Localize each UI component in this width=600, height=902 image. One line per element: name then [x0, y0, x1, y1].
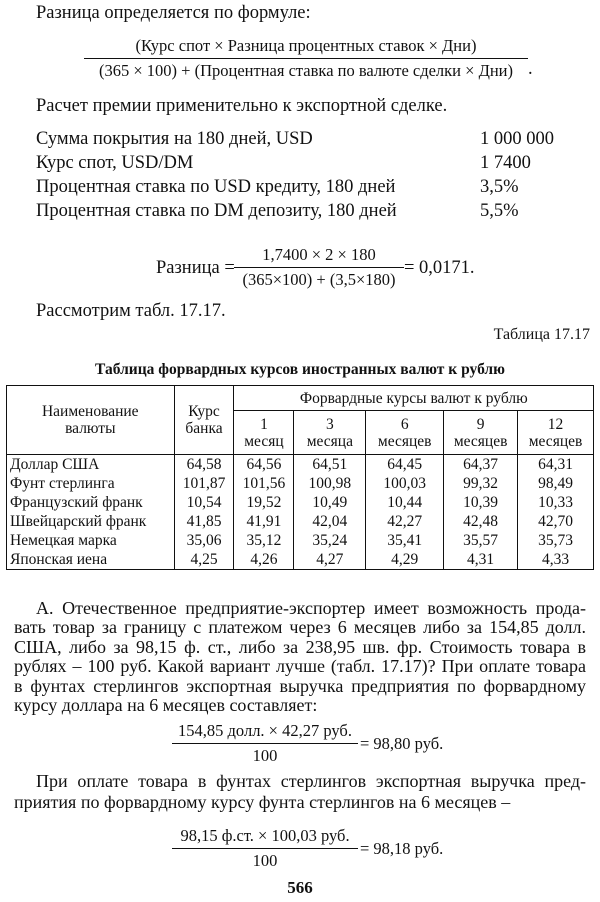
paragraph-line: рублях – 100 руб. Какой вариант лучше (табл. 17.17)? При оплате товара: [14, 656, 586, 677]
currency-name: Французский франк: [7, 493, 175, 512]
currency-name: Швейцарский франк: [7, 512, 175, 531]
calc-result: = 0,0171.: [404, 258, 475, 278]
fraction-bar: [234, 267, 404, 268]
general-formula-numerator: (Курс спот × Разница процентных ставок × Дни): [135, 36, 477, 55]
rate-cell: 41,91: [234, 512, 294, 531]
currency-name: Немецкая марка: [7, 531, 175, 550]
header-bank-rate: Курс банка: [174, 386, 234, 455]
general-formula: [84, 36, 528, 80]
table-row: [7, 455, 594, 475]
rate-cell: 10,49: [294, 493, 366, 512]
rate-cell: 64,31: [518, 455, 594, 475]
rate-cell: 10,44: [366, 493, 444, 512]
rate-cell: 4,31: [444, 550, 518, 570]
param-row: [36, 128, 576, 152]
calc-denominator: (365×100) + (3,5×180): [242, 270, 396, 289]
table-row: [7, 512, 594, 531]
rate-cell: 4,26: [234, 550, 294, 570]
rate-cell: 4,25: [174, 550, 234, 570]
paragraph-b: [14, 771, 586, 813]
table-title: Таблица форвардных курсов иностранных валют к рублю: [95, 361, 505, 378]
header-period-6: 6 месяцев: [366, 411, 444, 455]
header-period-9: 9 месяцев: [444, 411, 518, 455]
gbp-result: = 98,18 руб.: [360, 839, 444, 858]
param-value: 5,5%: [480, 201, 519, 221]
rate-cell: 101,56: [234, 474, 294, 493]
gbp-denominator: 100: [252, 851, 278, 870]
forward-rates-table: [6, 385, 594, 570]
usd-denominator: 100: [252, 746, 278, 765]
table-label: Таблица 17.17: [493, 326, 590, 343]
rate-cell: 42,48: [444, 512, 518, 531]
rate-cell: 41,85: [174, 512, 234, 531]
paragraph-line: США, либо за 98,15 ф. ст., либо за 238,95 шв. фр. Стоимость товара в: [14, 636, 586, 657]
currency-name: Доллар США: [7, 455, 175, 475]
rate-cell: 10,33: [518, 493, 594, 512]
rate-cell: 100,03: [366, 474, 444, 493]
rate-cell: 64,45: [366, 455, 444, 475]
rate-cell: 42,04: [294, 512, 366, 531]
gbp-numerator: 98,15 ф.ст. × 100,03 руб.: [180, 826, 350, 845]
calc-numerator: 1,7400 × 2 × 180: [262, 245, 376, 264]
consider-text: Рассмотрим табл. 17.17.: [36, 301, 226, 321]
header-period-1: 1 месяц: [234, 411, 294, 455]
rate-cell: 35,57: [444, 531, 518, 550]
header-forward-rates: Форвардные курсы валют к рублю: [234, 386, 594, 411]
rate-cell: 101,87: [174, 474, 234, 493]
rate-cell: 64,37: [444, 455, 518, 475]
param-row: [36, 176, 576, 200]
param-label: Процентная ставка по USD кредиту, 180 дней: [36, 177, 396, 197]
paragraph-line: вать товар за границу с платежом через 6 месяцев либо за 154,85 долл.: [14, 617, 586, 638]
param-label: Курс спот, USD/DM: [36, 153, 194, 173]
param-value: 1 000 000: [480, 129, 554, 149]
currency-name: Японская иена: [7, 550, 175, 570]
rate-cell: 35,06: [174, 531, 234, 550]
paragraph-line: курсу доллара на 6 месяцев составляет:: [14, 695, 318, 716]
paragraph-line: в фунтах стерлингов экспортная выручка предприятия по форвардному: [14, 675, 586, 696]
page-number: 566: [287, 878, 313, 897]
paragraph-a: [14, 599, 586, 715]
params-list: [36, 128, 576, 224]
general-formula-denominator: (365 × 100) + (Процентная ставка по валюте сделки × Дни): [99, 61, 513, 80]
table-row: [7, 493, 594, 512]
param-row: [36, 152, 576, 176]
usd-numerator: 154,85 долл. × 42,27 руб.: [178, 721, 352, 740]
currency-name: Фунт стерлинга: [7, 474, 175, 493]
formula-intro: Разница определяется по формуле:: [36, 3, 311, 23]
rate-cell: 42,70: [518, 512, 594, 531]
param-row: [36, 200, 576, 224]
rate-cell: 64,58: [174, 455, 234, 475]
gbp-formula: [172, 826, 358, 870]
calc-prefix: Разница =: [156, 258, 235, 278]
rate-cell: 35,73: [518, 531, 594, 550]
rate-cell: 35,12: [234, 531, 294, 550]
rate-cell: 10,39: [444, 493, 518, 512]
rate-cell: 99,32: [444, 474, 518, 493]
param-value: 3,5%: [480, 177, 519, 197]
rate-cell: 35,24: [294, 531, 366, 550]
rate-cell: 64,56: [234, 455, 294, 475]
fraction-bar: [84, 58, 528, 59]
rate-cell: 19,52: [234, 493, 294, 512]
fraction-bar: [172, 848, 358, 849]
paragraph-line: При оплате товара в фунтах стерлингов экспортная выручка пред-: [36, 771, 586, 791]
rate-cell: 42,27: [366, 512, 444, 531]
usd-formula: [172, 721, 358, 765]
rate-cell: 4,29: [366, 550, 444, 570]
general-formula-period: .: [528, 59, 533, 79]
table-row: [7, 550, 594, 570]
fraction-bar: [172, 743, 358, 744]
premium-intro: Расчет премии применительно к экспортной сделке.: [36, 96, 448, 116]
param-label: Процентная ставка по DM депозиту, 180 дней: [36, 201, 397, 221]
calc-formula: [234, 245, 404, 289]
paragraph-line: приятия по форвардному курсу фунта стерлингов на 6 месяцев –: [14, 792, 511, 812]
paragraph-line: А. Отечественное предприятие-экспортер имеет возможность прода-: [36, 598, 586, 618]
rate-cell: 10,54: [174, 493, 234, 512]
header-period-3: 3 месяца: [294, 411, 366, 455]
rate-cell: 98,49: [518, 474, 594, 493]
param-value: 1 7400: [480, 153, 531, 173]
param-label: Сумма покрытия на 180 дней, USD: [36, 129, 313, 149]
header-period-12: 12 месяцев: [518, 411, 594, 455]
rate-cell: 4,27: [294, 550, 366, 570]
rate-cell: 35,41: [366, 531, 444, 550]
header-currency-name: Наименование валюты: [7, 386, 175, 455]
rate-cell: 64,51: [294, 455, 366, 475]
usd-result: = 98,80 руб.: [360, 734, 444, 753]
table-row: [7, 474, 594, 493]
rate-cell: 4,33: [518, 550, 594, 570]
table-row: [7, 531, 594, 550]
rate-cell: 100,98: [294, 474, 366, 493]
